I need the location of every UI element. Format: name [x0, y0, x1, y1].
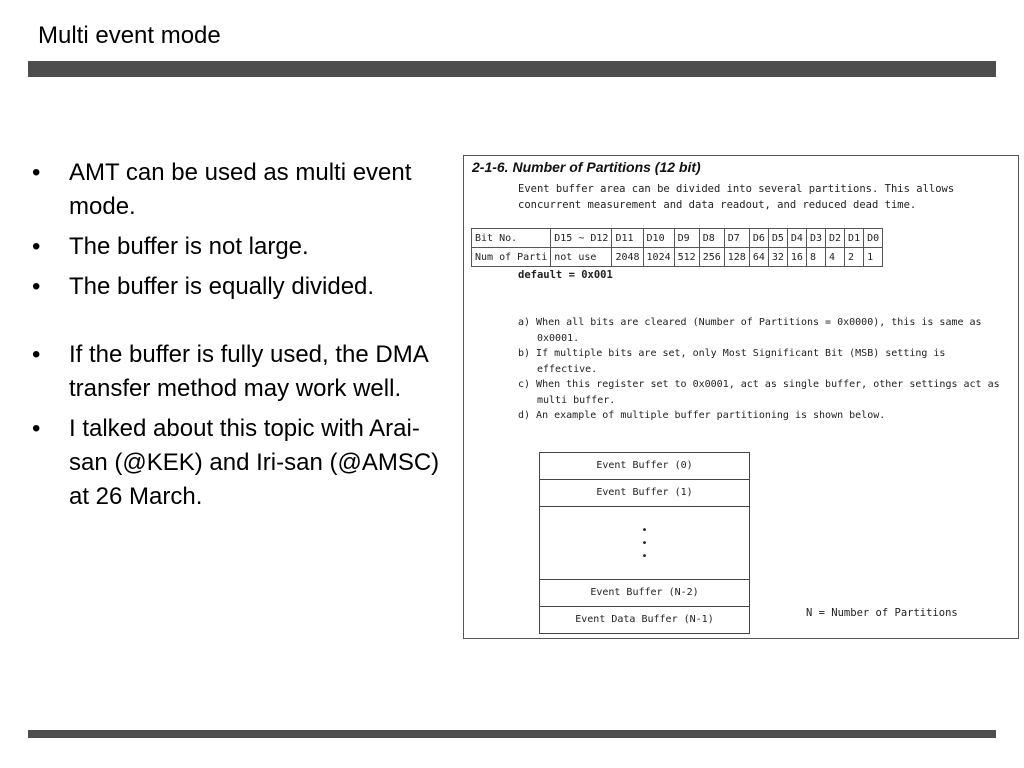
table-cell: D3: [806, 229, 825, 248]
table-cell: D15 ~ D12: [551, 229, 612, 248]
buffer-partition-diagram: [539, 452, 750, 634]
table-cell: D6: [749, 229, 768, 248]
buffer-block: Event Buffer (N-2): [540, 580, 749, 607]
table-cell: 64: [749, 248, 768, 267]
bullet-text: If the buffer is fully used, the DMA transfer method may work well.: [69, 341, 428, 402]
table-cell: 128: [724, 248, 749, 267]
buffer-block: Event Buffer (1): [540, 480, 749, 507]
bullet-item: [30, 338, 440, 406]
bullet-dot: •: [32, 341, 41, 368]
table-cell: 4: [826, 248, 845, 267]
bullet-text: The buffer is not large.: [69, 233, 309, 260]
bit-table-header-row: [472, 229, 883, 248]
table-cell: 1024: [643, 248, 674, 267]
table-cell: D7: [724, 229, 749, 248]
table-cell: 512: [674, 248, 699, 267]
table-cell: D2: [826, 229, 845, 248]
note-item: b) If multiple bits are set, only Most Significant Bit (MSB) setting is effective.: [518, 348, 946, 375]
note-item: d) An example of multiple buffer partitioning is shown below.: [518, 410, 886, 421]
table-cell: D11: [612, 229, 643, 248]
ellipsis-dot: •: [641, 550, 648, 562]
notes-list: [518, 315, 1010, 424]
partition-count-note: N = Number of Partitions: [806, 607, 958, 619]
table-cell: Bit No.: [472, 229, 551, 248]
table-cell: D5: [768, 229, 787, 248]
note-item: c) When this register set to 0x0001, act as single buffer, other settings act as multi buffer.: [518, 379, 1000, 406]
spec-heading: 2-1-6. Number of Partitions (12 bit): [472, 159, 701, 175]
ellipsis-dot: •: [641, 524, 648, 536]
bullet-dot: •: [32, 415, 41, 442]
table-cell: 256: [699, 248, 724, 267]
bullet-item: [30, 156, 440, 224]
table-cell: Num of Parti: [472, 248, 551, 267]
bottom-divider-bar: [28, 730, 996, 738]
table-cell: 2: [845, 248, 864, 267]
bullet-text: AMT can be used as multi event mode.: [69, 159, 412, 220]
buffer-block: Event Buffer (0): [540, 453, 749, 480]
table-cell: D8: [699, 229, 724, 248]
bit-table-value-row: [472, 248, 883, 267]
bullet-item: [30, 230, 440, 264]
bullet-item: [30, 270, 440, 304]
spec-paragraph: Event buffer area can be divided into several partitions. This allows concurrent measurement and data readout, and reduced dead time.: [518, 183, 955, 211]
slide-title: Multi event mode: [38, 22, 221, 49]
table-cell: D1: [845, 229, 864, 248]
table-cell: 8: [806, 248, 825, 267]
bit-table: [471, 228, 883, 267]
table-cell: D4: [787, 229, 806, 248]
top-divider-bar: [28, 61, 996, 77]
bullet-dot: •: [32, 159, 41, 186]
table-cell: 1: [864, 248, 883, 267]
bullet-dot: •: [32, 273, 41, 300]
bullet-item: [30, 412, 440, 514]
table-cell: 2048: [612, 248, 643, 267]
bullet-text: I talked about this topic with Arai-san (@KEK) and Iri-san (@AMSC) at 26 March.: [69, 415, 440, 510]
table-cell: 16: [787, 248, 806, 267]
table-cell: not use: [551, 248, 612, 267]
spec-excerpt-image: [463, 155, 1019, 639]
table-cell: D0: [864, 229, 883, 248]
table-cell: 32: [768, 248, 787, 267]
note-item: a) When all bits are cleared (Number of Partitions = 0x0000), this is same as 0x0001.: [518, 317, 982, 344]
buffer-block: Event Data Buffer (N-1): [575, 614, 714, 625]
buffer-ellipsis: [540, 507, 749, 580]
ellipsis-dot: •: [641, 537, 648, 549]
bullet-dot: •: [32, 233, 41, 260]
bullet-list: [30, 156, 440, 520]
table-cell: D10: [643, 229, 674, 248]
bullet-text: The buffer is equally divided.: [69, 273, 375, 300]
default-value: default = 0x001: [518, 269, 613, 281]
table-cell: D9: [674, 229, 699, 248]
